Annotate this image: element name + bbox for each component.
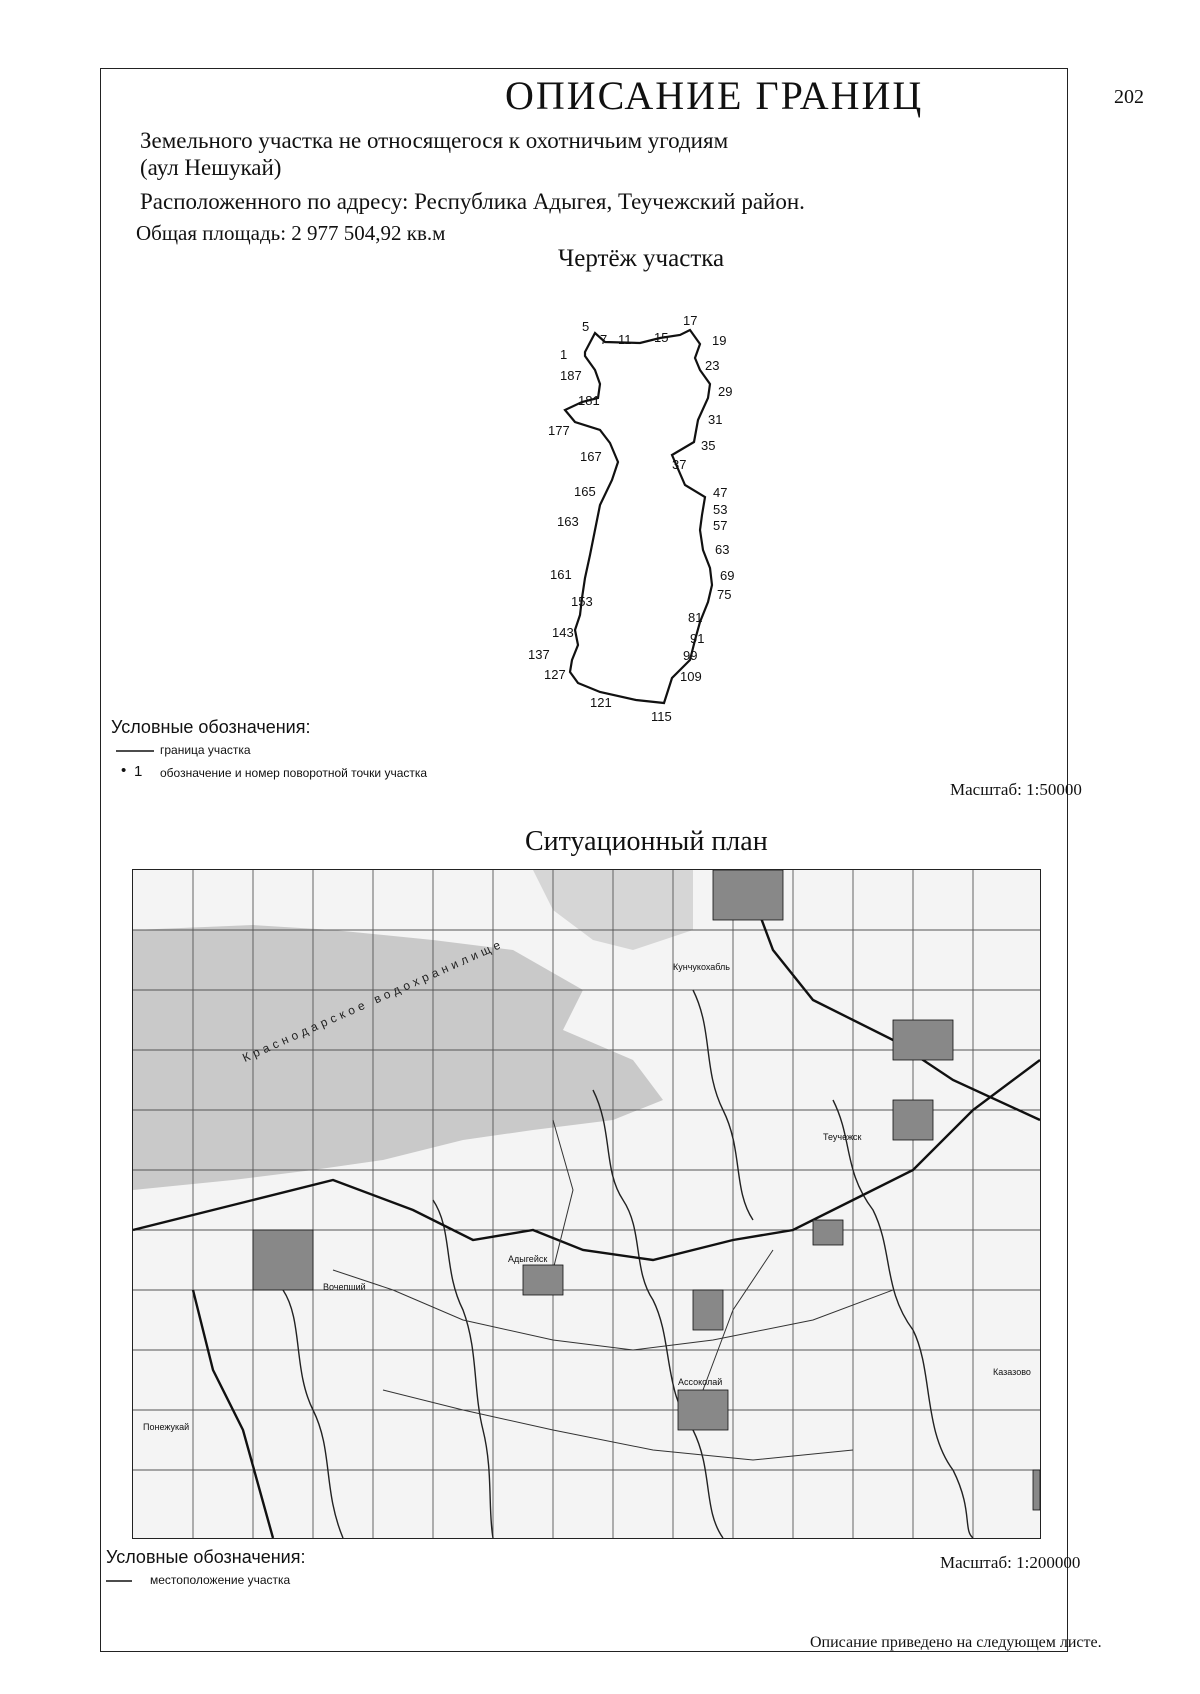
- point-label: 31: [708, 412, 723, 427]
- point-label: 143: [552, 625, 574, 640]
- page-number: 202: [1114, 86, 1144, 108]
- point-label: 11: [618, 332, 632, 347]
- situation-scale: Масштаб: 1:200000: [940, 1553, 1081, 1572]
- point-label: 127: [544, 667, 566, 682]
- map-label: Казазово: [993, 1367, 1031, 1377]
- point-label: 161: [550, 567, 572, 582]
- legend-point-number: 1: [134, 763, 143, 780]
- reservoir-area: [133, 925, 663, 1190]
- boundary-legend-line: [116, 748, 156, 754]
- situation-map: [132, 869, 1041, 1539]
- point-label: 163: [557, 514, 579, 529]
- parcel-description: Земельного участка не относящегося к охотничьим угодиям: [140, 128, 729, 153]
- map-label: Теучежск: [823, 1132, 862, 1142]
- parcel-drawing: [0, 0, 1200, 760]
- point-label: 99: [683, 648, 698, 663]
- map-label: Вочепший: [323, 1282, 366, 1292]
- topographic-map: [133, 870, 1040, 1538]
- point-label: 7: [600, 332, 608, 347]
- location-legend-line: [106, 1578, 136, 1584]
- point-label: 121: [590, 695, 612, 710]
- map-label: Адыгейск: [508, 1254, 548, 1264]
- point-label: 5: [582, 319, 590, 334]
- point-label: 137: [528, 647, 550, 662]
- point-label: 187: [560, 368, 582, 383]
- point-label: 91: [690, 631, 705, 646]
- map-label: Краснодарское водохранилище: [240, 936, 507, 1065]
- point-label: 17: [683, 313, 698, 328]
- map-label: Кунчукохабль: [673, 962, 730, 972]
- point-label: 15: [654, 330, 669, 345]
- page-title: ОПИСАНИЕ ГРАНИЦ: [505, 73, 924, 118]
- point-label: 177: [548, 423, 570, 438]
- situation-legend-title: Условные обозначения:: [106, 1547, 306, 1567]
- point-label: 81: [688, 610, 703, 625]
- map-label: Ассоколай: [678, 1377, 723, 1387]
- point-label: 69: [720, 568, 735, 583]
- footer-note: Описание приведено на следующем листе.: [810, 1634, 1102, 1651]
- legend-boundary-label: граница участка: [160, 743, 251, 757]
- drawing-scale: Масштаб: 1:50000: [950, 780, 1082, 799]
- legend-title: Условные обозначения:: [111, 717, 311, 737]
- parcel-address: Расположенного по адресу: Республика Адыгея, Теучежский район.: [140, 189, 805, 214]
- point-label: 167: [580, 449, 602, 464]
- point-label: 29: [718, 384, 733, 399]
- point-label: 57: [713, 518, 728, 533]
- point-label: 35: [701, 438, 716, 453]
- point-label: 63: [715, 542, 730, 557]
- map-label: Понежукай: [143, 1422, 190, 1432]
- point-label: 165: [574, 484, 596, 499]
- legend-point-label: обозначение и номер поворотной точки участка: [160, 766, 428, 780]
- point-label: 1: [560, 347, 568, 362]
- drawing-title: Чертёж участка: [558, 245, 725, 272]
- point-label: 53: [713, 502, 728, 517]
- point-label: 19: [712, 333, 727, 348]
- situation-plan-title: Ситуационный план: [525, 826, 768, 857]
- parcel-area: Общая площадь: 2 977 504,92 кв.м: [136, 221, 446, 245]
- point-label: 23: [705, 358, 720, 373]
- point-label: 37: [672, 457, 687, 472]
- point-label: 109: [680, 669, 702, 684]
- point-label: 153: [571, 594, 593, 609]
- legend-location-label: местоположение участка: [150, 1573, 291, 1587]
- point-label: 115: [651, 709, 672, 724]
- point-label: 75: [717, 587, 732, 602]
- point-label: 47: [713, 485, 728, 500]
- legend-point-dot: •: [121, 762, 127, 779]
- point-label: 181: [578, 393, 600, 408]
- parcel-village: (аул Нешукай): [140, 155, 282, 180]
